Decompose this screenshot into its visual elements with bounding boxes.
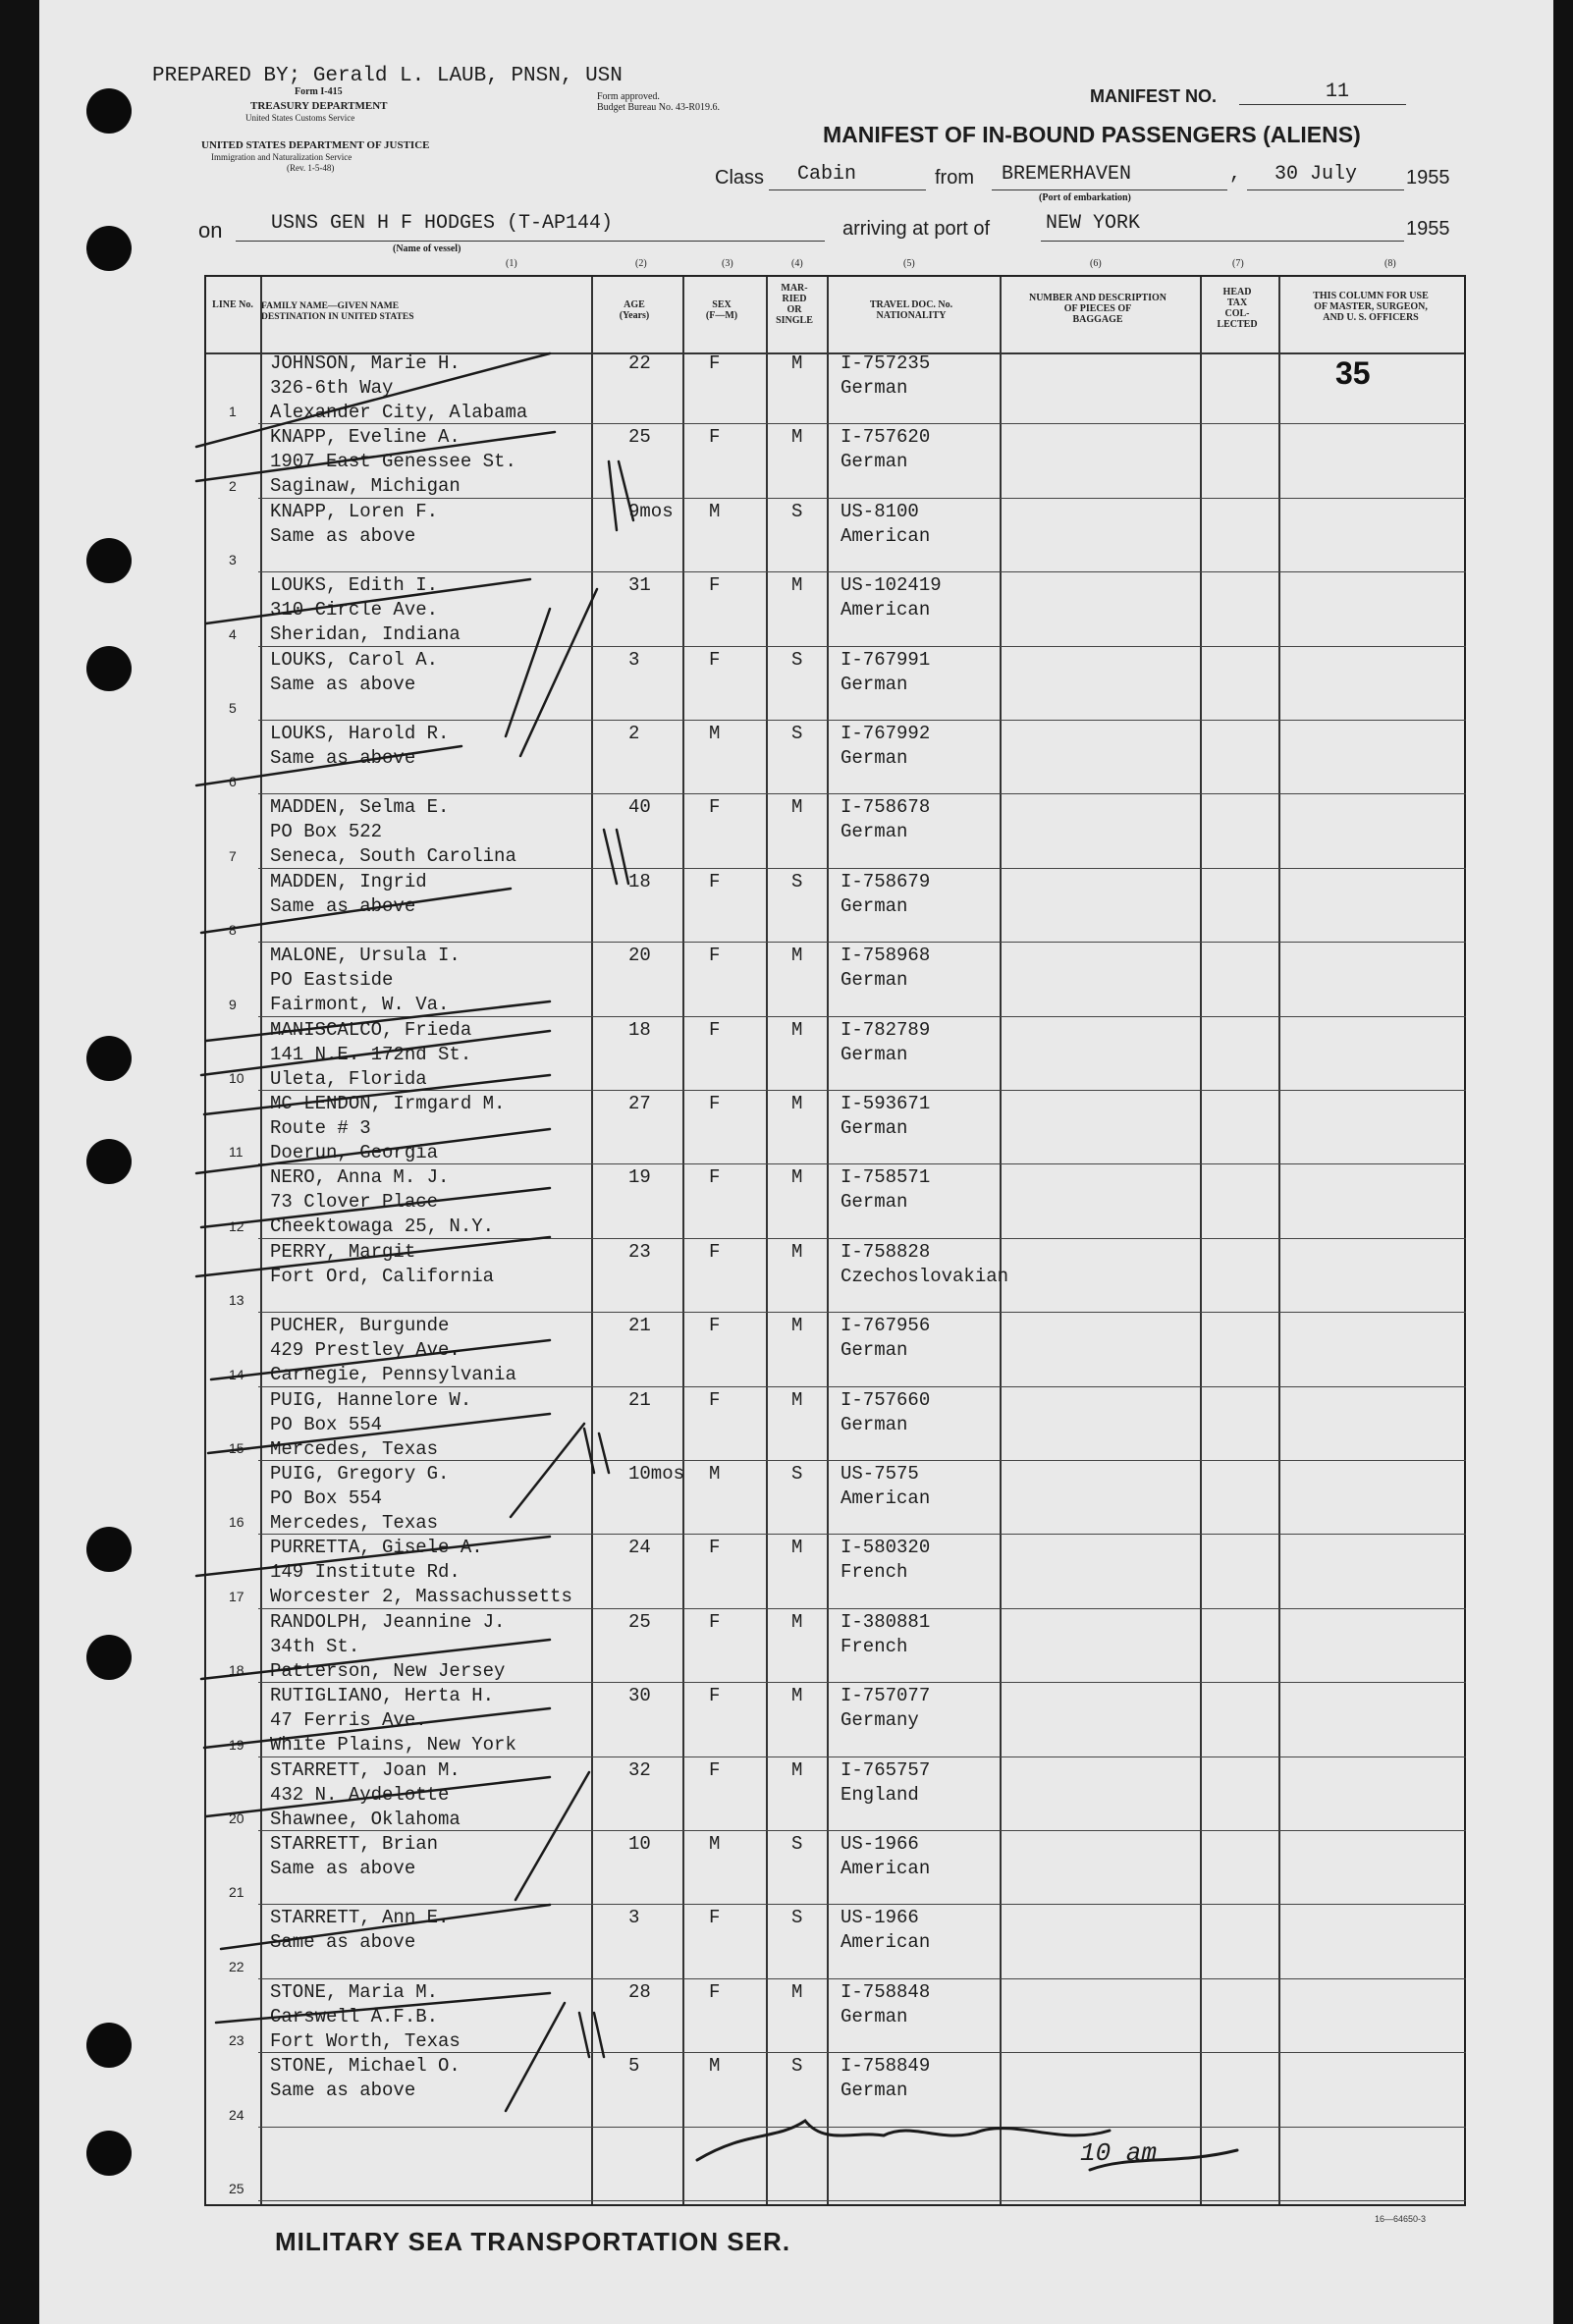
destination-line: Seneca, South Carolina bbox=[270, 845, 516, 868]
column-number: (6) bbox=[1090, 258, 1102, 269]
destination-line: PO Eastside bbox=[270, 969, 394, 992]
sex: F bbox=[709, 945, 721, 967]
passenger-name: STARRETT, Joan M. bbox=[270, 1758, 461, 1781]
nationality: Germany bbox=[841, 1709, 919, 1732]
travel-doc-number: I-758848 bbox=[841, 1980, 931, 2003]
marital-status: M bbox=[791, 945, 803, 967]
line-number: 12 bbox=[229, 1217, 244, 1234]
passenger-name: JOHNSON, Marie H. bbox=[270, 352, 461, 374]
travel-doc-number: I-782789 bbox=[841, 1018, 931, 1041]
check-stroke bbox=[221, 1905, 550, 1949]
form-number: Form I-415 bbox=[295, 86, 343, 97]
marital-status: S bbox=[791, 2055, 803, 2078]
passenger-name: STARRETT, Ann E. bbox=[270, 1907, 450, 1929]
passenger-name: LOUKS, Carol A. bbox=[270, 648, 439, 671]
col-name-sublabel: DESTINATION IN UNITED STATES bbox=[261, 312, 414, 322]
budget-bureau: Budget Bureau No. 43-R019.6. bbox=[597, 102, 720, 113]
travel-doc-number: I-757620 bbox=[841, 426, 931, 449]
nationality: German bbox=[841, 2080, 908, 2102]
arriving-label: arriving at port of bbox=[842, 218, 991, 240]
passenger-name: PERRY, Margit bbox=[270, 1240, 416, 1263]
nationality: American bbox=[841, 1487, 931, 1509]
marital-status: S bbox=[791, 1907, 803, 1929]
check-stroke bbox=[511, 1424, 584, 1517]
check-stroke bbox=[506, 609, 550, 736]
destination-line: Doerun, Georgia bbox=[270, 1142, 439, 1163]
col-age-sublabel: (Years) bbox=[619, 310, 650, 321]
column-number: (2) bbox=[635, 258, 647, 269]
column-number: (1) bbox=[506, 258, 517, 269]
nationality: German bbox=[841, 1413, 908, 1435]
destination-line: White Plains, New York bbox=[270, 1734, 516, 1757]
column-number: (8) bbox=[1384, 258, 1396, 269]
age: 28 bbox=[628, 1980, 651, 2003]
marital-status: M bbox=[791, 1240, 803, 1263]
travel-doc-number: I-758828 bbox=[841, 1240, 931, 1263]
nationality: Czechoslovakian bbox=[841, 1265, 1009, 1287]
port-of-embarkation: BREMERHAVEN bbox=[1002, 163, 1132, 186]
col-baggage-label: BAGGAGE bbox=[1072, 314, 1123, 325]
nationality: American bbox=[841, 599, 931, 622]
justice-label: UNITED STATES DEPARTMENT OF JUSTICE bbox=[201, 139, 430, 151]
destination-line: 149 Institute Rd. bbox=[270, 1561, 461, 1584]
age: 30 bbox=[628, 1685, 651, 1707]
on-label: on bbox=[198, 218, 223, 243]
col-head-tax-label: COL- bbox=[1224, 308, 1250, 319]
sex: F bbox=[709, 1315, 721, 1337]
line-number: 1 bbox=[229, 404, 237, 420]
sex: F bbox=[709, 1537, 721, 1559]
sex: F bbox=[709, 426, 721, 449]
destination-line: Cheektowaga 25, N.Y. bbox=[270, 1216, 495, 1238]
destination-line: Uleta, Florida bbox=[270, 1067, 427, 1090]
line-number: 2 bbox=[229, 477, 237, 494]
column-number: (5) bbox=[903, 258, 915, 269]
line-number: 11 bbox=[229, 1144, 244, 1161]
destination-line: Patterson, New Jersey bbox=[270, 1659, 506, 1682]
travel-doc-number: US-7575 bbox=[841, 1463, 919, 1485]
col-age-label: AGE bbox=[624, 299, 645, 310]
manifest-no-value: 11 bbox=[1326, 81, 1350, 103]
officer-count: 35 bbox=[1335, 355, 1371, 391]
marital-status: S bbox=[791, 648, 803, 671]
destination-line: 34th St. bbox=[270, 1635, 360, 1657]
travel-doc-number: I-767991 bbox=[841, 648, 931, 671]
travel-doc-number: I-758571 bbox=[841, 1166, 931, 1189]
destination-line: Same as above bbox=[270, 1931, 416, 1954]
col-head-tax-label: HEAD bbox=[1222, 287, 1252, 297]
line-number: 13 bbox=[229, 1292, 244, 1309]
marital-status: M bbox=[791, 1610, 803, 1633]
handwritten-note: 10 am bbox=[1080, 2138, 1158, 2168]
sex: F bbox=[709, 648, 721, 671]
passenger-name: RANDOLPH, Jeannine J. bbox=[270, 1610, 506, 1633]
line-number: 25 bbox=[229, 2181, 244, 2196]
passenger-name: MADDEN, Selma E. bbox=[270, 796, 450, 819]
nationality: German bbox=[841, 2005, 908, 2027]
destination-line: Same as above bbox=[270, 894, 416, 917]
vessel-caption: (Name of vessel) bbox=[393, 243, 461, 254]
passenger-name: LOUKS, Harold R. bbox=[270, 723, 450, 744]
passenger-name: STONE, Maria M. bbox=[270, 1980, 439, 2003]
line-number: 24 bbox=[229, 2106, 244, 2123]
marital-status: M bbox=[791, 1537, 803, 1559]
from-label: from bbox=[935, 167, 974, 189]
travel-doc-number: US-1966 bbox=[841, 1833, 919, 1855]
check-stroke bbox=[196, 1129, 550, 1173]
sex: F bbox=[709, 1093, 721, 1114]
sex: F bbox=[709, 1240, 721, 1263]
destination-line: Sheridan, Indiana bbox=[270, 623, 461, 646]
sex: M bbox=[709, 1463, 721, 1485]
signature bbox=[697, 2121, 1110, 2160]
destination-line: Same as above bbox=[270, 673, 416, 695]
line-number: 14 bbox=[229, 1366, 244, 1382]
nationality: American bbox=[841, 524, 931, 547]
age: 5 bbox=[628, 2055, 640, 2078]
age: 21 bbox=[628, 1388, 651, 1411]
destination-line: Shawnee, Oklahoma bbox=[270, 1808, 461, 1830]
line-number: 18 bbox=[229, 1662, 244, 1679]
sex: M bbox=[709, 2055, 721, 2078]
destination-line: 47 Ferris Ave. bbox=[270, 1709, 427, 1732]
marital-status: S bbox=[791, 500, 803, 522]
marital-status: M bbox=[791, 1018, 803, 1041]
travel-doc-number: I-757077 bbox=[841, 1685, 931, 1707]
col-married-label: OR bbox=[786, 304, 802, 315]
travel-doc-number: I-580320 bbox=[841, 1537, 931, 1559]
marital-status: M bbox=[791, 426, 803, 449]
check-stroke bbox=[201, 889, 511, 933]
passenger-name: MALONE, Ursula I. bbox=[270, 945, 461, 967]
marital-status: M bbox=[791, 1685, 803, 1707]
passenger-name: MANISCALCO, Frieda bbox=[270, 1018, 472, 1041]
check-stroke bbox=[196, 1537, 550, 1576]
destination-line: Same as above bbox=[270, 1858, 416, 1879]
destination-line: 326-6th Way bbox=[270, 377, 394, 399]
manifest-no-label: MANIFEST NO. bbox=[1090, 86, 1217, 106]
age: 25 bbox=[628, 426, 651, 449]
marital-status: M bbox=[791, 1315, 803, 1337]
sex: F bbox=[709, 1388, 721, 1411]
nationality: German bbox=[841, 1339, 908, 1362]
check-stroke bbox=[506, 2003, 565, 2111]
travel-doc-number: US-1966 bbox=[841, 1907, 919, 1929]
age: 20 bbox=[628, 945, 651, 967]
nationality: American bbox=[841, 1858, 931, 1879]
treasury-label: TREASURY DEPARTMENT bbox=[250, 100, 388, 112]
check-stroke bbox=[211, 1340, 550, 1379]
form-approved: Form approved. bbox=[597, 91, 660, 102]
col-head-tax-label: LECTED bbox=[1217, 319, 1258, 330]
nationality: German bbox=[841, 377, 908, 399]
destination-line: Same as above bbox=[270, 747, 416, 769]
form-code: 16—64650-3 bbox=[1375, 2214, 1427, 2224]
check-stroke bbox=[196, 432, 555, 481]
marital-status: S bbox=[791, 1833, 803, 1855]
line-number: 19 bbox=[229, 1736, 244, 1753]
line-number: 22 bbox=[229, 1958, 244, 1974]
age: 3 bbox=[628, 1907, 640, 1929]
destination-line: 310 Circle Ave. bbox=[270, 599, 439, 622]
sex: F bbox=[709, 1018, 721, 1041]
initial-mark bbox=[604, 830, 628, 884]
line-number: 9 bbox=[229, 996, 237, 1012]
travel-doc-number: I-767992 bbox=[841, 723, 931, 744]
check-stroke bbox=[206, 1777, 550, 1816]
sex: F bbox=[709, 574, 721, 597]
sex: F bbox=[709, 1980, 721, 2003]
age: 10mos bbox=[628, 1463, 685, 1485]
col-head-tax-label: TAX bbox=[1226, 297, 1248, 308]
col-baggage-label: OF PIECES OF bbox=[1063, 303, 1132, 314]
travel-doc-number: US-8100 bbox=[841, 500, 919, 522]
travel-doc-number: I-767956 bbox=[841, 1315, 931, 1337]
initial-mark bbox=[609, 461, 633, 530]
passenger-name: RUTIGLIANO, Herta H. bbox=[270, 1685, 495, 1707]
passenger-name: KNAPP, Loren F. bbox=[270, 500, 439, 522]
check-stroke bbox=[206, 579, 530, 623]
check-stroke bbox=[204, 1075, 550, 1114]
destination-line: Fort Ord, California bbox=[270, 1265, 495, 1287]
passenger-name: MADDEN, Ingrid bbox=[270, 870, 427, 892]
nationality: German bbox=[841, 821, 908, 843]
marital-status: M bbox=[791, 1758, 803, 1781]
age: 18 bbox=[628, 870, 651, 892]
port-caption: (Port of embarkation) bbox=[1039, 192, 1131, 203]
sex: F bbox=[709, 1758, 721, 1781]
initial-mark bbox=[579, 2013, 604, 2057]
class-label: Class bbox=[715, 167, 765, 189]
marital-status: M bbox=[791, 796, 803, 819]
destination-line: PO Box 554 bbox=[270, 1487, 383, 1509]
line-number: 7 bbox=[229, 847, 237, 864]
line-number: 17 bbox=[229, 1588, 244, 1604]
col-travel-doc-label: TRAVEL DOC. No. bbox=[869, 299, 953, 310]
destination-line: Fort Worth, Texas bbox=[270, 2029, 461, 2052]
travel-doc-number: I-757235 bbox=[841, 352, 931, 374]
destination-line: Alexander City, Alabama bbox=[270, 402, 528, 423]
age: 10 bbox=[628, 1833, 651, 1855]
age: 27 bbox=[628, 1093, 651, 1114]
passenger-name: KNAPP, Eveline A. bbox=[270, 426, 461, 449]
passenger-name: STONE, Michael O. bbox=[270, 2055, 461, 2078]
travel-doc-number: I-758849 bbox=[841, 2055, 931, 2078]
destination-line: Carswell A.F.B. bbox=[270, 2005, 439, 2027]
travel-doc-number: I-758678 bbox=[841, 796, 931, 819]
line-number: 23 bbox=[229, 2032, 244, 2049]
check-stroke bbox=[201, 1188, 550, 1227]
age: 3 bbox=[628, 648, 640, 671]
destination-line: 429 Prestley Ave. bbox=[270, 1339, 461, 1362]
col-officers-label: OF MASTER, SURGEON, bbox=[1314, 301, 1428, 312]
age: 24 bbox=[628, 1537, 651, 1559]
destination-line: Fairmont, W. Va. bbox=[270, 994, 450, 1016]
column-number: (3) bbox=[722, 258, 733, 269]
nationality: American bbox=[841, 1931, 931, 1954]
travel-doc-number: I-758968 bbox=[841, 945, 931, 967]
destination-line: Route # 3 bbox=[270, 1117, 371, 1139]
marital-status: M bbox=[791, 574, 803, 597]
passenger-name: NERO, Anna M. J. bbox=[270, 1166, 450, 1189]
line-number: 15 bbox=[229, 1440, 244, 1456]
year-1: 1955 bbox=[1406, 167, 1450, 189]
col-travel-doc-sublabel: NATIONALITY bbox=[876, 310, 947, 321]
sex: F bbox=[709, 1685, 721, 1707]
nationality: German bbox=[841, 451, 908, 473]
marital-status: M bbox=[791, 1093, 803, 1114]
travel-doc-number: I-757660 bbox=[841, 1388, 931, 1411]
check-stroke bbox=[515, 1772, 589, 1900]
col-officers-label: AND U. S. OFFICERS bbox=[1323, 312, 1419, 323]
immigration-label: Immigration and Naturalization Service bbox=[211, 152, 353, 162]
passenger-name: PUIG, Gregory G. bbox=[270, 1463, 450, 1485]
line-number: 21 bbox=[229, 1884, 244, 1901]
nationality: French bbox=[841, 1561, 908, 1584]
passenger-name: MC LENDON, Irmgard M. bbox=[270, 1093, 506, 1114]
nationality: German bbox=[841, 969, 908, 992]
nationality: German bbox=[841, 747, 908, 769]
check-stroke bbox=[204, 1708, 550, 1748]
port-of-arrival: NEW YORK bbox=[1046, 212, 1141, 235]
revision-label: (Rev. 1-5-48) bbox=[287, 163, 335, 173]
nationality: German bbox=[841, 894, 908, 917]
passenger-name: PURRETTA, Gisele A. bbox=[270, 1537, 483, 1559]
destination-line: Same as above bbox=[270, 2080, 416, 2102]
line-number: 4 bbox=[229, 625, 237, 642]
line-number: 5 bbox=[229, 700, 237, 716]
line-number: 3 bbox=[229, 552, 237, 568]
age: 40 bbox=[628, 796, 651, 819]
travel-doc-number: I-758679 bbox=[841, 870, 931, 892]
age: 22 bbox=[628, 352, 651, 374]
nationality: German bbox=[841, 1191, 908, 1214]
col-line-header: LINE No. bbox=[212, 299, 253, 310]
age: 2 bbox=[628, 723, 640, 744]
age: 19 bbox=[628, 1166, 651, 1189]
age: 18 bbox=[628, 1018, 651, 1041]
nationality: German bbox=[841, 673, 908, 695]
age: 9mos bbox=[628, 500, 674, 522]
destination-line: PO Box 554 bbox=[270, 1413, 383, 1435]
destination-line: Carnegie, Pennsylvania bbox=[270, 1364, 516, 1386]
sex: F bbox=[709, 870, 721, 892]
age: 21 bbox=[628, 1315, 651, 1337]
passenger-name: PUCHER, Burgunde bbox=[270, 1315, 450, 1337]
check-stroke bbox=[196, 353, 550, 447]
sex: F bbox=[709, 1166, 721, 1189]
marital-status: S bbox=[791, 723, 803, 744]
travel-doc-number: I-593671 bbox=[841, 1093, 931, 1114]
column-number: (7) bbox=[1232, 258, 1244, 269]
check-stroke bbox=[196, 1237, 550, 1276]
line-number: 16 bbox=[229, 1514, 244, 1531]
destination-line: Same as above bbox=[270, 524, 416, 547]
destination-line: Mercedes, Texas bbox=[270, 1437, 439, 1460]
passenger-name: PUIG, Hannelore W. bbox=[270, 1388, 472, 1411]
travel-doc-number: US-102419 bbox=[841, 574, 942, 597]
check-stroke bbox=[201, 1640, 550, 1679]
nationality: German bbox=[841, 1043, 908, 1065]
customs-label: United States Customs Service bbox=[245, 113, 355, 123]
check-stroke bbox=[520, 589, 597, 756]
col-sex-sublabel: (F—M) bbox=[705, 310, 738, 321]
footer-text: MILITARY SEA TRANSPORTATION SER. bbox=[275, 2227, 791, 2256]
sex: F bbox=[709, 352, 721, 374]
check-stroke bbox=[196, 746, 461, 785]
marital-status: M bbox=[791, 1166, 803, 1189]
initial-mark bbox=[584, 1429, 609, 1473]
date-comma: , bbox=[1229, 163, 1242, 186]
year-2: 1955 bbox=[1406, 218, 1450, 240]
col-married-label: SINGLE bbox=[776, 315, 813, 326]
marital-status: M bbox=[791, 352, 803, 374]
age: 25 bbox=[628, 1610, 651, 1633]
sex: F bbox=[709, 796, 721, 819]
nationality: German bbox=[841, 1117, 908, 1139]
line-number: 20 bbox=[229, 1811, 244, 1826]
sex: M bbox=[709, 1833, 721, 1855]
marital-status: S bbox=[791, 870, 803, 892]
travel-doc-number: I-765757 bbox=[841, 1758, 931, 1781]
sex: F bbox=[709, 1907, 721, 1929]
col-officers-label: THIS COLUMN FOR USE bbox=[1313, 291, 1429, 301]
destination-line: 141 N.E. 172nd St. bbox=[270, 1043, 472, 1065]
col-sex-label: SEX bbox=[712, 299, 732, 310]
nationality: French bbox=[841, 1635, 908, 1657]
check-stroke bbox=[216, 1993, 550, 2023]
prepared-by: PREPARED BY; Gerald L. LAUB, PNSN, USN bbox=[152, 65, 623, 87]
sex: M bbox=[709, 723, 721, 744]
manifest-title: MANIFEST OF IN-BOUND PASSENGERS (ALIENS) bbox=[823, 122, 1361, 147]
col-baggage-label: NUMBER AND DESCRIPTION bbox=[1028, 293, 1166, 303]
line-number: 10 bbox=[229, 1070, 244, 1086]
destination-line: 73 Clover Place bbox=[270, 1191, 439, 1214]
destination-line: PO Box 522 bbox=[270, 821, 383, 843]
age: 32 bbox=[628, 1758, 651, 1781]
passenger-name: STARRETT, Brian bbox=[270, 1833, 439, 1855]
nationality: England bbox=[841, 1783, 919, 1806]
vessel-name: USNS GEN H F HODGES (T-AP144) bbox=[271, 212, 614, 235]
marital-status: M bbox=[791, 1388, 803, 1411]
line-number: 6 bbox=[229, 774, 237, 790]
departure-date: 30 July bbox=[1275, 163, 1358, 186]
age: 31 bbox=[628, 574, 651, 597]
line-number: 8 bbox=[229, 922, 237, 939]
destination-line: 1907 East Genessee St. bbox=[270, 451, 516, 473]
col-married-label: RIED bbox=[782, 294, 807, 304]
travel-doc-number: I-380881 bbox=[841, 1610, 931, 1633]
destination-line: 432 N. Aydelotte bbox=[270, 1783, 450, 1806]
destination-line: Mercedes, Texas bbox=[270, 1512, 439, 1534]
col-name-label: FAMILY NAME—GIVEN NAME bbox=[261, 301, 400, 311]
marital-status: M bbox=[791, 1980, 803, 2003]
marital-status: S bbox=[791, 1463, 803, 1485]
sex: F bbox=[709, 1610, 721, 1633]
sex: M bbox=[709, 500, 721, 522]
column-number: (4) bbox=[791, 258, 803, 269]
check-stroke bbox=[208, 1414, 550, 1453]
destination-line: Worcester 2, Massachussetts bbox=[270, 1586, 572, 1608]
passenger-name: LOUKS, Edith I. bbox=[270, 574, 439, 597]
check-stroke bbox=[201, 1031, 550, 1075]
class-value: Cabin bbox=[797, 163, 857, 186]
destination-line: Saginaw, Michigan bbox=[270, 475, 461, 498]
age: 23 bbox=[628, 1240, 651, 1263]
col-married-label: MAR- bbox=[781, 283, 808, 294]
check-stroke bbox=[206, 1001, 550, 1041]
